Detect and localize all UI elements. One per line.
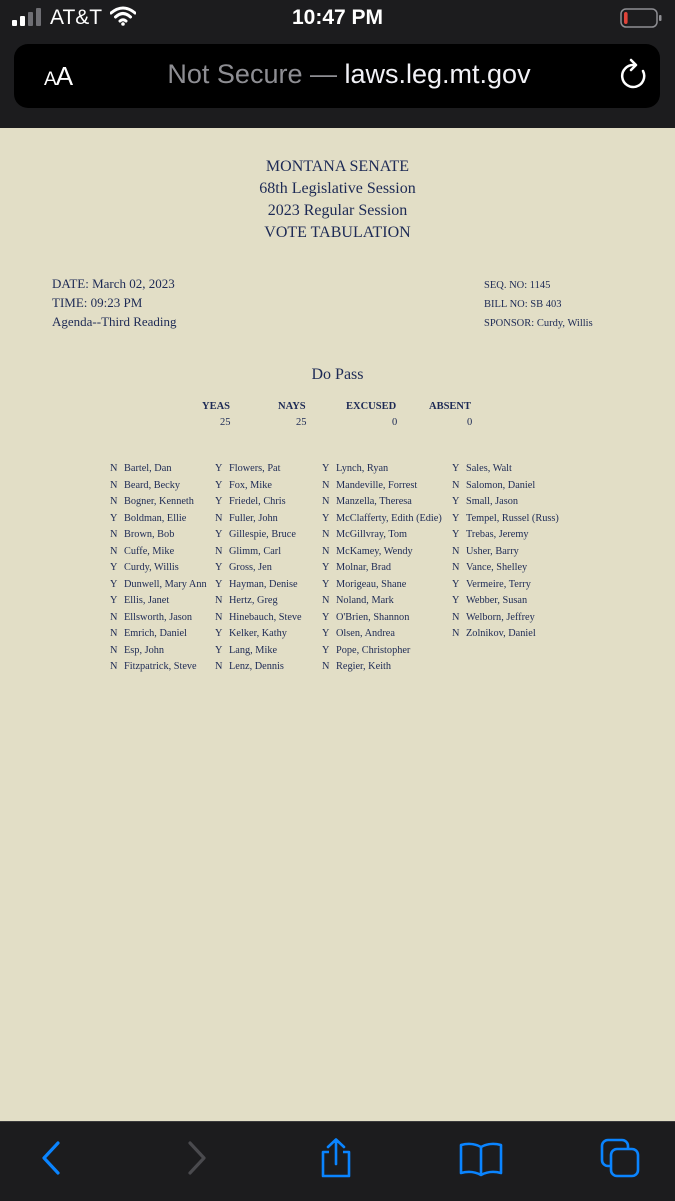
- regular-session-title: 2023 Regular Session: [267, 202, 408, 219]
- vote-time: TIME: 09:23 PM: [52, 295, 143, 310]
- legislator-name: Fitzpatrick, Steve: [124, 661, 197, 672]
- vote-row: [452, 593, 559, 610]
- legislator-name: Vance, Shelley: [466, 562, 528, 573]
- address-bar[interactable]: [14, 44, 660, 108]
- url-display[interactable]: [134, 59, 564, 90]
- vote-row: [215, 478, 302, 495]
- roll-column-1: [110, 461, 207, 676]
- vote-meta-right: [484, 276, 593, 333]
- motion-title: Do Pass: [311, 366, 364, 383]
- vote-value: N: [110, 463, 118, 474]
- vote-row: [452, 527, 559, 544]
- vote-row: [452, 478, 559, 495]
- bill-number: BILL NO: SB 403: [484, 299, 562, 310]
- domain-label: laws.leg.mt.gov: [344, 59, 531, 89]
- vote-value: Y: [452, 529, 460, 540]
- vote-value: Y: [215, 479, 223, 491]
- vote-row: [452, 626, 559, 643]
- vote-value: Y: [452, 578, 460, 590]
- vote-value: N: [110, 611, 118, 623]
- status-bar: [0, 0, 675, 40]
- vote-value: Y: [452, 595, 460, 606]
- roll-column-3: [322, 461, 442, 676]
- vote-date: DATE: March 02, 2023: [52, 276, 175, 291]
- vote-row: [452, 461, 559, 478]
- legislator-name: Ellis, Janet: [124, 595, 170, 606]
- vote-value: N: [110, 628, 118, 639]
- vote-row: [322, 494, 442, 511]
- vote-value: Y: [215, 578, 223, 590]
- legislator-name: Sales, Walt: [466, 463, 512, 474]
- vote-row: [110, 544, 207, 561]
- legislator-name: Emrich, Daniel: [124, 628, 187, 639]
- vote-value: Y: [215, 644, 223, 656]
- legislator-name: Brown, Bob: [124, 529, 175, 540]
- vote-row: [322, 577, 442, 594]
- vote-value: Y: [215, 529, 223, 540]
- browser-address-area: [0, 40, 675, 128]
- sponsor: SPONSOR: Curdy, Willis: [484, 318, 593, 329]
- vote-value: N: [110, 496, 118, 507]
- vote-row: [452, 577, 559, 594]
- vote-row: [110, 461, 207, 478]
- vote-row: [322, 626, 442, 643]
- vote-value: Y: [110, 595, 118, 606]
- vote-row: [215, 527, 302, 544]
- document-title: VOTE TABULATION: [264, 224, 411, 241]
- legislator-name: Olsen, Andrea: [336, 628, 395, 639]
- vote-row: [322, 478, 442, 495]
- vote-row: [452, 511, 559, 528]
- vote-value: N: [322, 595, 330, 606]
- vote-value: Y: [322, 463, 330, 474]
- carrier-name: AT&T: [50, 6, 103, 29]
- vote-value: Y: [452, 496, 460, 507]
- vote-row: [110, 577, 207, 594]
- vote-row: [322, 461, 442, 478]
- vote-row: [322, 643, 442, 660]
- vote-value: N: [322, 496, 330, 507]
- legislator-name: Lang, Mike: [229, 644, 278, 656]
- absent-count: 0: [467, 417, 473, 428]
- legislator-name: Molnar, Brad: [336, 562, 392, 573]
- excused-count: 0: [392, 417, 398, 428]
- nays-count: 25: [296, 417, 307, 428]
- vote-value: Y: [452, 512, 460, 524]
- vote-row: [110, 527, 207, 544]
- vote-value: N: [110, 661, 118, 672]
- legislator-name: Salomon, Daniel: [466, 479, 536, 491]
- legislator-name: Bartel, Dan: [124, 463, 172, 474]
- yeas-label: YEAS: [202, 401, 231, 412]
- chamber-title: MONTANA SENATE: [265, 158, 410, 175]
- legislator-name: Fuller, John: [229, 512, 278, 524]
- vote-value: N: [215, 512, 223, 524]
- legislator-name: Mandeville, Forrest: [336, 479, 418, 491]
- vote-row: [110, 511, 207, 528]
- vote-value: N: [110, 479, 118, 491]
- vote-row: [452, 610, 559, 627]
- vote-row: [110, 659, 207, 676]
- legislator-name: Zolnikov, Daniel: [466, 628, 536, 639]
- nays-label: NAYS: [278, 401, 306, 412]
- vote-value: N: [452, 479, 460, 491]
- vote-row: [110, 560, 207, 577]
- legislator-name: Vermeire, Terry: [466, 578, 531, 590]
- vote-value: Y: [322, 562, 330, 573]
- vote-row: [322, 544, 442, 561]
- vote-row: [215, 544, 302, 561]
- reload-icon[interactable]: [618, 58, 650, 92]
- legislator-name: McKamey, Wendy: [336, 545, 413, 557]
- vote-value: Y: [322, 628, 330, 639]
- vote-value: N: [215, 545, 223, 557]
- vote-value: Y: [322, 512, 330, 524]
- legislator-name: Noland, Mark: [336, 595, 394, 606]
- vote-value: N: [452, 628, 460, 639]
- vote-row: [215, 577, 302, 594]
- vote-row: [215, 659, 302, 676]
- vote-value: N: [452, 545, 460, 557]
- vote-row: [110, 643, 207, 660]
- yeas-count: 25: [220, 417, 231, 428]
- vote-value: Y: [215, 562, 223, 573]
- vote-row: [110, 626, 207, 643]
- legislator-name: Lynch, Ryan: [336, 463, 389, 474]
- vote-row: [215, 461, 302, 478]
- vote-row: [322, 610, 442, 627]
- vote-row: [110, 593, 207, 610]
- legislator-name: Kelker, Kathy: [229, 628, 287, 639]
- vote-row: [452, 494, 559, 511]
- vote-value: Y: [322, 611, 330, 623]
- roll-column-4: [452, 461, 559, 643]
- legislator-name: Ellsworth, Jason: [124, 611, 193, 623]
- vote-value: Y: [215, 628, 223, 639]
- legislator-name: McClafferty, Edith (Edie): [336, 512, 442, 524]
- legislator-name: Trebas, Jeremy: [466, 529, 529, 540]
- vote-row: [110, 610, 207, 627]
- share-icon[interactable]: [316, 1138, 356, 1178]
- legislator-name: Gillespie, Bruce: [229, 529, 296, 540]
- legislator-name: Usher, Barry: [466, 545, 519, 557]
- vote-value: N: [452, 611, 460, 623]
- vote-row: [215, 643, 302, 660]
- agenda: Agenda--Third Reading: [52, 314, 177, 329]
- legislator-name: Glimm, Carl: [229, 545, 282, 557]
- web-page[interactable]: [0, 128, 675, 1121]
- security-label: Not Secure —: [167, 59, 337, 89]
- vote-value: Y: [110, 562, 118, 573]
- sequence-number: SEQ. NO: 1145: [484, 280, 551, 291]
- browser-toolbar: [0, 1121, 675, 1201]
- battery-low-icon: [620, 8, 662, 28]
- vote-row: [215, 511, 302, 528]
- legislator-name: Hinebauch, Steve: [229, 611, 302, 623]
- vote-row: [110, 478, 207, 495]
- legislator-name: Hertz, Greg: [229, 595, 278, 606]
- vote-row: [110, 494, 207, 511]
- vote-row: [215, 626, 302, 643]
- legislator-name: Flowers, Pat: [229, 463, 281, 474]
- excused-label: EXCUSED: [346, 401, 397, 412]
- vote-row: [215, 560, 302, 577]
- legislator-name: Fox, Mike: [229, 479, 272, 491]
- legislator-name: Webber, Susan: [466, 595, 528, 606]
- legislator-name: Dunwell, Mary Ann: [124, 578, 207, 590]
- vote-value: Y: [322, 578, 330, 590]
- vote-row: [322, 593, 442, 610]
- legislator-name: Morigeau, Shane: [336, 578, 407, 590]
- vote-row: [322, 527, 442, 544]
- vote-value: Y: [110, 578, 118, 590]
- vote-value: N: [322, 545, 330, 557]
- vote-value: N: [110, 644, 118, 656]
- vote-meta-left: [52, 274, 177, 331]
- vote-value: Y: [452, 463, 460, 474]
- legislator-name: Esp, John: [124, 644, 165, 656]
- chevron-left-icon[interactable]: [32, 1138, 72, 1178]
- vote-value: Y: [215, 463, 223, 474]
- legislator-name: Beard, Becky: [124, 479, 181, 491]
- vote-row: [452, 560, 559, 577]
- vote-row: [215, 593, 302, 610]
- legislator-name: Pope, Christopher: [336, 644, 411, 656]
- legislator-name: Small, Jason: [466, 496, 519, 507]
- legislator-name: Bogner, Kenneth: [124, 496, 194, 507]
- vote-row: [215, 610, 302, 627]
- vote-value: Y: [322, 644, 330, 656]
- book-icon[interactable]: [458, 1138, 504, 1178]
- vote-value: N: [322, 479, 330, 491]
- vote-row: [452, 544, 559, 561]
- legislator-name: Curdy, Willis: [124, 562, 179, 573]
- legislator-name: Cuffe, Mike: [124, 545, 175, 557]
- session-title: 68th Legislative Session: [259, 180, 416, 197]
- legislator-name: McGillvray, Tom: [336, 529, 408, 540]
- vote-row: [322, 560, 442, 577]
- vote-value: N: [322, 529, 330, 540]
- chevron-right-icon[interactable]: [176, 1138, 216, 1178]
- roll-column-2: [215, 461, 302, 676]
- document-header: [0, 156, 675, 244]
- legislator-name: Boldman, Ellie: [124, 512, 187, 524]
- legislator-name: Manzella, Theresa: [336, 496, 412, 507]
- vote-row: [322, 659, 442, 676]
- vote-value: N: [322, 661, 330, 672]
- vote-value: N: [110, 545, 118, 557]
- vote-value: N: [215, 595, 223, 606]
- text-size-button[interactable]: AA: [44, 61, 73, 91]
- legislator-name: Regier, Keith: [336, 661, 392, 672]
- vote-row: [322, 511, 442, 528]
- legislator-name: Tempel, Russel (Russ): [466, 512, 559, 524]
- legislator-name: Lenz, Dennis: [229, 661, 284, 672]
- tabs-icon[interactable]: [600, 1138, 640, 1178]
- absent-label: ABSENT: [429, 401, 472, 412]
- legislator-name: Welborn, Jeffrey: [466, 611, 535, 623]
- legislator-name: Hayman, Denise: [229, 578, 298, 590]
- vote-value: Y: [215, 496, 223, 507]
- vote-value: N: [215, 611, 223, 623]
- legislator-name: Gross, Jen: [229, 562, 272, 573]
- vote-value: N: [215, 661, 223, 672]
- clock: 10:47 PM: [291, 6, 384, 29]
- legislator-name: O'Brien, Shannon: [336, 611, 410, 623]
- vote-value: N: [110, 529, 118, 540]
- vote-value: Y: [110, 512, 118, 524]
- vote-row: [215, 494, 302, 511]
- vote-value: N: [452, 562, 460, 573]
- legislator-name: Friedel, Chris: [229, 496, 286, 507]
